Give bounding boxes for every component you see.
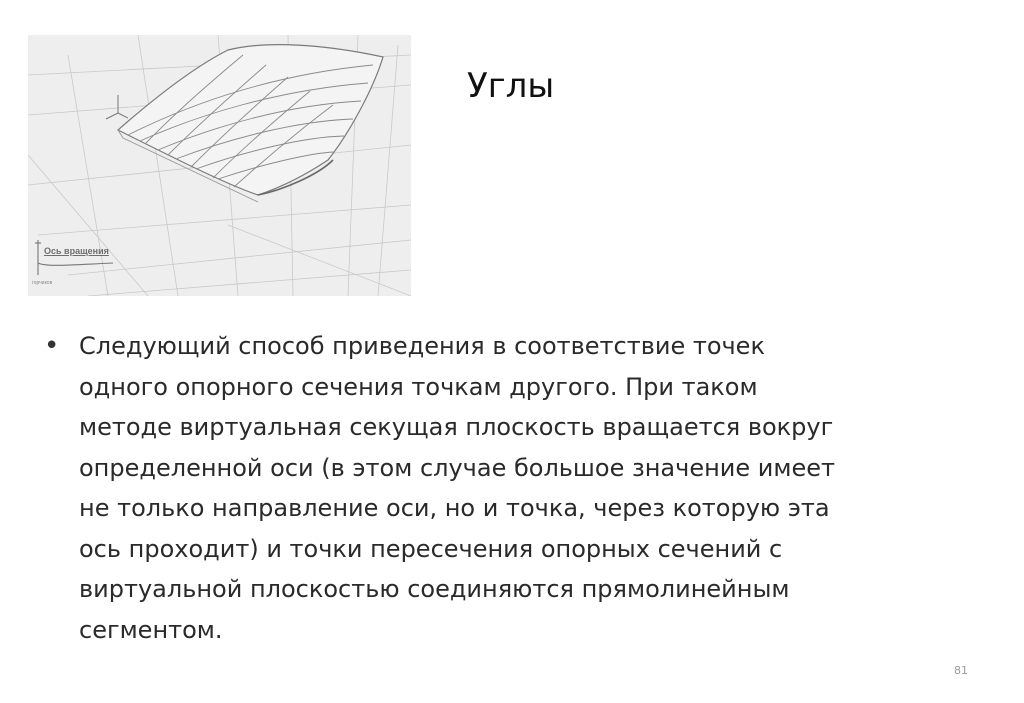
- body-line: сегментом.: [79, 615, 223, 644]
- body-line: не только направление оси, но и точка, через которую эта: [79, 494, 830, 522]
- page-number: 81: [954, 664, 968, 677]
- body-line: методе виртуальная секущая плоскость вращается вокруг: [79, 413, 834, 441]
- surface-grid-drawing: [28, 35, 411, 296]
- body-line: виртуальной плоскостью соединяются прямолинейным: [79, 575, 790, 603]
- slide-title: Углы: [467, 66, 555, 106]
- axis-label: Ось вращения: [44, 246, 109, 256]
- bullet-marker: •: [44, 331, 60, 361]
- small-figure-label: горчиков: [32, 280, 53, 286]
- body-line: ось проходит) и точки пересечения опорных сечений с: [79, 534, 783, 563]
- body-line: Следующий способ приведения в соответствие точек: [79, 332, 765, 360]
- bullet-paragraph: [79, 326, 835, 650]
- body-line: определенной оси (в этом случае большое значение имеет: [79, 453, 835, 482]
- body-line: одного опорного сечения точкам другого. При таком: [79, 372, 758, 401]
- surface-grid-figure: [28, 35, 411, 296]
